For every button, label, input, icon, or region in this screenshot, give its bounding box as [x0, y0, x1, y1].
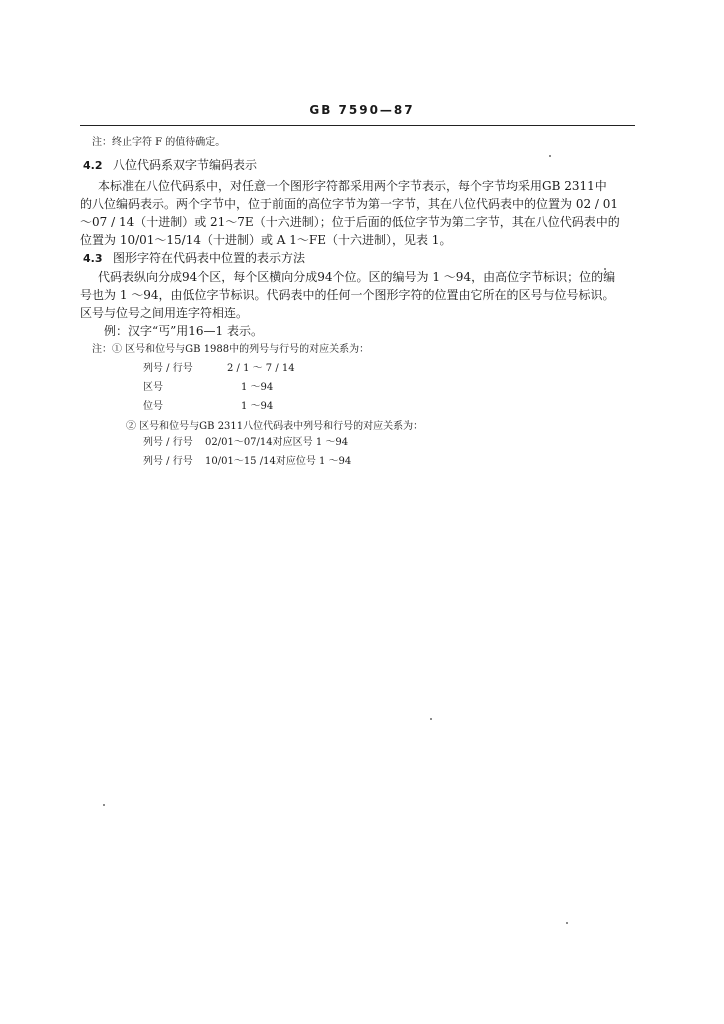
note-2-intro: ② 区号和位号与GB 2311八位代码表中列号和行号的对应关系为： [126, 421, 424, 432]
example-line: 例：汉字“丐”用16—1 表示。 [104, 324, 263, 338]
mapping-value: 1 ～94 [241, 382, 274, 393]
paragraph-line: 号也为 1 ～94，由低位字节标识。代码表中的任何一个图形字符的位置由它所在的区号与位号标识。 [80, 288, 615, 302]
scan-speck [604, 268, 606, 270]
section-title: 八位代码系双字节编码表示 [113, 158, 258, 172]
section-4-2-heading [83, 157, 257, 174]
paragraph-line: 位置为 10/01～15/14（十进制）或 A 1～FE（十六进制），见表 1。 [80, 233, 452, 247]
note-1-intro: 注：① 区号和位号与GB 1988中的列号与行号的对应关系为： [92, 344, 370, 355]
section-number: 4.3 [83, 252, 103, 265]
scan-speck [103, 804, 105, 806]
page-header: GB 7590—87 [309, 103, 415, 117]
paragraph-line: 本标准在八位代码系中，对任意一个图形字符都采用两个字节表示，每个字节均采用GB 2311中 [98, 179, 607, 193]
mapping-label: 区号 [143, 382, 163, 393]
mapping-row [143, 381, 274, 395]
paragraph-line: ～07 / 14（十进制）或 21～7E（十六进制）；位于后面的低位字节为第二字节，其在八位代码表中的 [80, 215, 620, 229]
mapping-value: 1 ～94 [241, 401, 274, 412]
section-number: 4.2 [83, 159, 103, 172]
mapping-value: 2 / 1 ～ 7 / 14 [227, 363, 295, 374]
scan-speck [566, 922, 568, 924]
header-rule [80, 125, 635, 126]
section-4-3-heading [83, 250, 305, 267]
scan-speck [549, 155, 551, 157]
scan-speck [430, 718, 432, 720]
note-terminator: 注：终止字符 F 的值待确定。 [92, 137, 226, 148]
mapping-row [143, 436, 349, 450]
section-title: 图形字符在代码表中位置的表示方法 [113, 251, 306, 265]
mapping-row [143, 400, 274, 414]
mapping-label: 列号 / 行号 [143, 437, 193, 448]
mapping-label: 列号 / 行号 [143, 456, 193, 467]
paragraph-line: 的八位编码表示。两个字节中，位于前面的高位字节为第一字节，其在八位代码表中的位置为 02 / 01 [80, 197, 619, 211]
mapping-label: 位号 [143, 401, 163, 412]
paragraph-line: 代码表纵向分成94个区，每个区横向分成94个位。区的编号为 1 ～94，由高位字节标识；位的编 [98, 270, 616, 284]
paragraph-line: 区号与位号之间用连字符相连。 [80, 306, 249, 320]
mapping-row [143, 455, 352, 469]
mapping-value: 10/01～15 /14对应位号 1 ～94 [205, 456, 352, 467]
mapping-row [143, 362, 295, 376]
mapping-value: 02/01～07/14对应区号 1 ～94 [205, 437, 349, 448]
mapping-label: 列号 / 行号 [143, 363, 193, 374]
